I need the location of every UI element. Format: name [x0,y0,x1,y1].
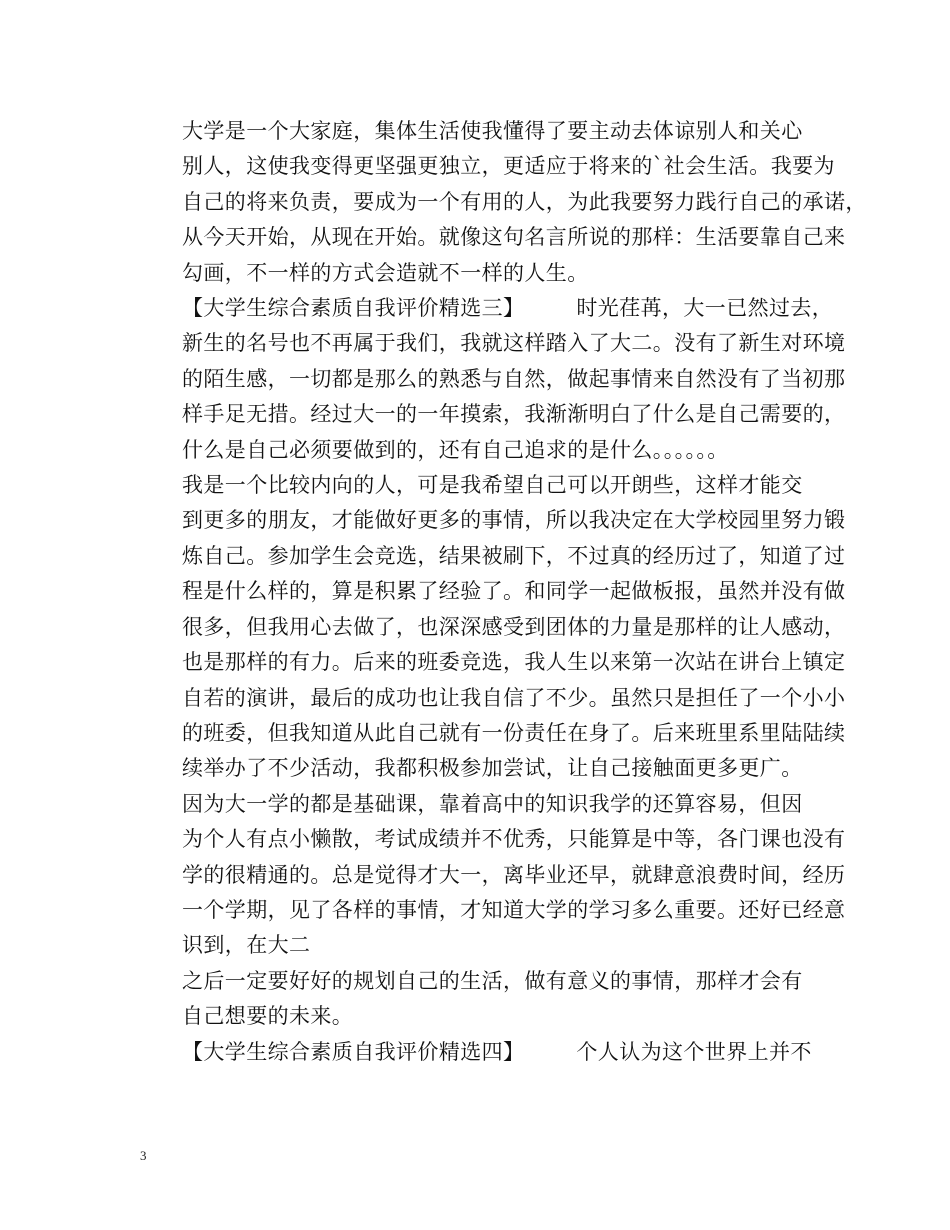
paragraph-3 [140,468,846,787]
text-line: 自若的演讲，最后的成功也让我自信了不少。虽然只是担任了一个小小 [182,685,846,710]
document-body [140,114,867,1070]
text-line: 我是一个比较内向的人，可是我希望自己可以开朗些，这样才能交 [182,473,803,498]
paragraph-2 [140,291,846,468]
text-line [140,291,840,326]
paragraph-6 [140,1035,840,1070]
section-heading-3: 【大学生综合素质自我评价精选三】 [182,296,525,321]
text-line: 学的很精通的。总是觉得才大一，离毕业还早，就肆意浪费时间，经历 [182,862,846,887]
text-line: 续举办了不少活动，我都积极参加尝试，让自己接触面更多更广。 [182,756,803,781]
text-line: 为个人有点小懒散，考试成绩并不优秀，只能算是中等，各门课也没有 [182,827,846,852]
text-line [140,1035,840,1070]
text-line: 的班委，但我知道从此自己就有一份责任在身了。后来班里系里陆陆续 [182,720,846,745]
text-line: 大学是一个大家庭，集体生活使我懂得了要主动去体谅别人和关心 [182,119,803,143]
text-line: 程是什么样的，算是积累了经验了。和同学一起做板报，虽然并没有做 [182,579,846,604]
text-line: 很多，但我用心去做了，也深深感受到团体的力量是那样的让人感动， [182,614,846,639]
text-line: 别人，这使我变得更坚强更独立，更适应于将来的`社会生活。我要为 [182,154,835,179]
text-line: 因为大一学的都是基础课，靠着高中的知识我学的还算容易，但因 [182,791,803,816]
text-line: 到更多的朋友，才能做好更多的事情，所以我决定在大学校园里努力锻 [182,508,846,533]
section-heading-4: 【大学生综合素质自我评价精选四】 [182,1039,525,1064]
text-line: 新生的名号也不再属于我们，我就这样踏入了大二。没有了新生对环境 [182,331,846,356]
text-run: 时光荏苒，大一已然过去， [576,296,834,321]
text-run: 个人认为这个世界上并不 [576,1039,812,1064]
text-line: 的陌生感，一切都是那么的熟悉与自然，做起事情来自然没有了当初那 [182,366,846,391]
text-line: 从今天开始，从现在开始。就像这句名言所说的那样：生活要靠自己来 [182,225,846,250]
text-line: 炼自己。参加学生会竞选，结果被刷下，不过真的经历过了，知道了过 [182,543,846,568]
text-line: 样手足无措。经过大一的一年摸索，我渐渐明白了什么是自己需要的， [182,402,846,427]
text-line: 识到，在大二 [182,933,311,958]
paragraph-4 [140,787,846,964]
text-line: 勾画，不一样的方式会造就不一样的人生。 [182,260,589,285]
text-line: 一个学期，见了各样的事情，才知道大学的学习多么重要。还好已经意 [182,897,846,922]
paragraph-5 [140,964,840,1035]
text-line: 什么是自己必须要做到的，还有自己追求的是什么。。。。。。 [182,437,729,462]
text-line: 自己想要的未来。 [182,1004,354,1029]
text-line: 也是那样的有力。后来的班委竞选，我人生以来第一次站在讲台上镇定 [182,650,846,675]
text-line: 自己的将来负责，要成为一个有用的人，为此我要努力践行自己的承诺， [182,189,867,214]
page-number: 3 [140,1148,147,1163]
paragraph-1 [140,114,867,291]
text-line: 之后一定要好好的规划自己的生活，做有意义的事情，那样才会有 [182,968,803,993]
